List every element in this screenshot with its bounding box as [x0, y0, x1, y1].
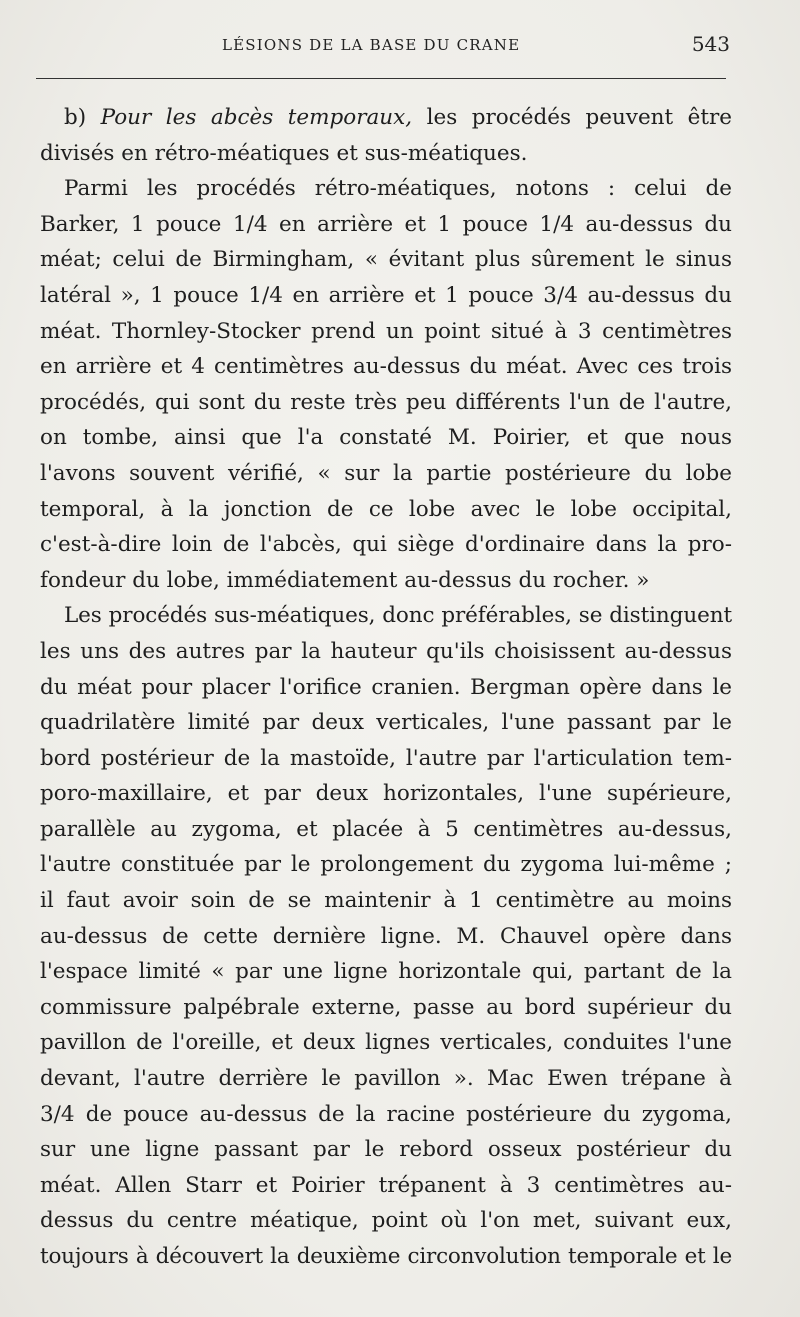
header-rule — [36, 78, 726, 79]
text-line: fondeur du lobe, immédiatement au-dessus du rocher. » — [40, 567, 650, 593]
text-line: on tombe, ainsi que l'a constaté M. Poirier, et que nous — [40, 425, 732, 451]
text-line: en arrière et 4 centimètres au-dessus du méat. Avec ces trois — [40, 354, 732, 380]
text-line: 3/4 de pouce au-dessus de la racine postérieure du zygoma, — [40, 1101, 732, 1127]
text-line: Les procédés sus-méatiques, donc préférables, se distinguent — [64, 603, 732, 629]
text-line: temporal, à la jonction de ce lobe avec le lobe occipital, — [40, 496, 732, 522]
text-line: c'est-à-dire loin de l'abcès, qui siège d'ordinaire dans la pro- — [40, 532, 732, 558]
text-line: bord postérieur de la mastoïde, l'autre par l'articulation tem- — [40, 745, 732, 771]
text-line: méat. Thornley-Stocker prend un point situé à 3 centimètres — [40, 318, 732, 344]
text-line: quadrilatère limité par deux verticales, l'une passant par le — [40, 710, 732, 736]
text-line: sur une ligne passant par le rebord osseux postérieur du — [40, 1137, 732, 1163]
running-head: LÉSIONS DE LA BASE DU CRANE — [222, 36, 521, 54]
text-line: il faut avoir soin de se maintenir à 1 centimètre au moins — [40, 888, 732, 914]
text-line — [40, 100, 732, 136]
text-line: parallèle au zygoma, et placée à 5 centimètres au-dessus, — [40, 816, 732, 842]
text-line: l'avons souvent vérifié, « sur la partie postérieure du lobe — [40, 460, 732, 486]
text-line: divisés en rétro-méatiques et sus-méatiques. — [40, 140, 528, 166]
text-line: les uns des autres par la hauteur qu'ils choisissent au-dessus — [40, 638, 732, 664]
text-line: du méat pour placer l'orifice cranien. Bergman opère dans le — [40, 674, 732, 700]
text-line: méat; celui de Birmingham, « évitant plus sûrement le sinus — [40, 247, 732, 273]
text-line: méat. Allen Starr et Poirier trépanent à 3 centimètres au- — [40, 1172, 732, 1198]
text-line: devant, l'autre derrière le pavillon ». Mac Ewen trépane à — [40, 1066, 732, 1092]
text-line: l'espace limité « par une ligne horizontale qui, partant de la — [40, 959, 732, 985]
text-line: au-dessus de cette dernière ligne. M. Chauvel opère dans — [40, 923, 732, 949]
text-line: Barker, 1 pouce 1/4 en arrière et 1 pouce 1/4 au-dessus du — [40, 211, 732, 237]
text-line: Parmi les procédés rétro-méatiques, notons : celui de — [64, 176, 732, 202]
section-label: b) — [64, 105, 101, 130]
body-text — [40, 100, 732, 1275]
text-line: procédés, qui sont du reste très peu différents l'un de l'autre, — [40, 389, 732, 415]
text-line: dessus du centre méatique, point où l'on met, suivant eux, — [40, 1208, 732, 1234]
text-line: toujours à découvert la deuxième circonvolution temporale et le — [40, 1244, 732, 1269]
text-line: commissure palpébrale externe, passe au bord supérieur du — [40, 994, 732, 1020]
section-title: Pour les abcès temporaux, — [100, 105, 413, 130]
page-header — [36, 30, 730, 60]
text-span: les procédés peuvent être — [412, 105, 732, 130]
text-line: latéral », 1 pouce 1/4 en arrière et 1 pouce 3/4 au-dessus du — [40, 282, 732, 308]
text-line: poro-maxillaire, et par deux horizontales, l'une supérieure, — [40, 781, 732, 807]
text-line: pavillon de l'oreille, et deux lignes verticales, conduites l'une — [40, 1030, 732, 1056]
page-number: 543 — [691, 32, 730, 56]
text-line: l'autre constituée par le prolongement du zygoma lui-même ; — [40, 852, 732, 878]
